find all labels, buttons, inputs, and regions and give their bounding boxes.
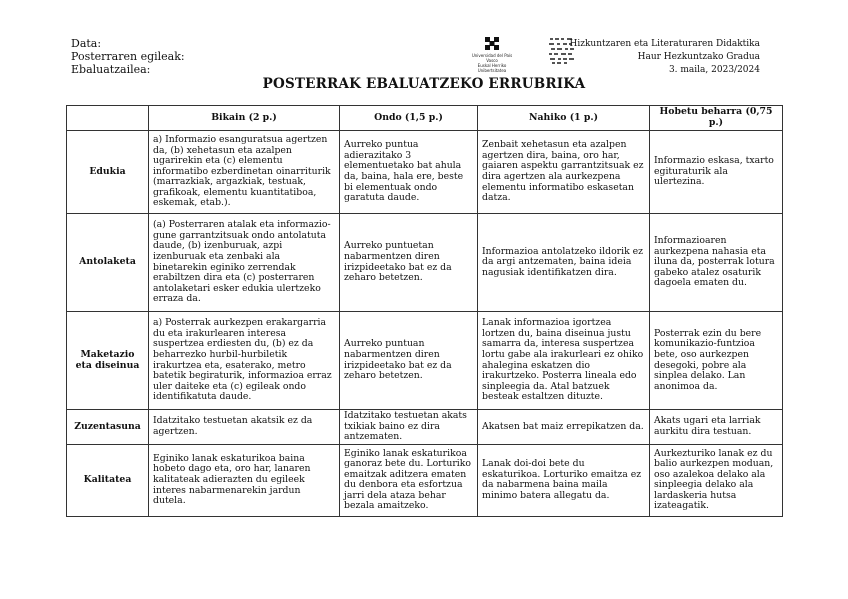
rubric-cell: Informazio eskasa, txarto egituraturik ala ulertezina. [650, 131, 783, 214]
rubric-cell: (a) Posterraren atalak eta informazio-gune garrantzitsuak ondo antolatuta daude, (b) izenburuak, azpi izenburuak eta zenbaki ala binetarekin eginiko zerrendak erabiltzen dira eta (c) posterraren antolaketari esker edukia ulertzeko erraza da. [149, 214, 340, 312]
column-header-ondo: Ondo (1,5 p.) [340, 106, 478, 131]
date-label: Data: [71, 37, 102, 50]
column-header-bikain: Bikain (2 p.) [149, 106, 340, 131]
ehu-caption-line: Euskal Herriko Unibertsitatea [477, 63, 507, 73]
evaluator-label: Ebaluatzailea: [71, 63, 151, 76]
rubric-cell: Aurreko puntuan nabarmentzen diren irizpideetako bat ez da zeharo betetzen. [340, 312, 478, 410]
rubric-cell: Akats ugari eta larriak aurkitu dira testuan. [650, 410, 783, 445]
rubric-cell: a) Posterrak aurkezpen erakargarria du eta irakurlearen interesa suspertzea erdiesten du, (b) ez da beharrezko hurbil-hurbiletik irakurtzea eta, esaterako, metro batetik begiraturik, informazioa erraz uler daiteke eta (c) egileak ondo identifikatuta daude. [149, 312, 340, 410]
criterion-cell: Zuzentasuna [67, 410, 149, 445]
table-row [67, 131, 783, 214]
rubric-cell: Idatzitako testuetan akats txikiak baino ez dira antzematen. [340, 410, 478, 445]
rubric-cell: Idatzitako testuetan akatsik ez da agertzen. [149, 410, 340, 445]
rubric-cell: Aurreko puntuetan nabarmentzen diren irizpideetako bat ez da zeharo betetzen. [340, 214, 478, 312]
academic-year: 3. maila, 2023/2024 [668, 65, 760, 75]
table-row [67, 410, 783, 445]
table-header-row [67, 106, 783, 131]
department: Hizkuntzaren eta Literaturaren Didaktika [569, 39, 760, 49]
table-row [67, 444, 783, 516]
rubric-cell: Aurreko puntua adierazitako 3 elementuetako bat ahula da, baina, hala ere, beste bi elementuak ondo garatuta daude. [340, 131, 478, 214]
rubric-cell: Posterrak ezin du bere komunikazio-funtzioa bete, oso aurkezpen desegoki, pobre ala sinplea delako. Lan anonimoa da. [650, 312, 783, 410]
rubric-cell: Informazioaren aurkezpena nahasia eta iluna da, posterrak lotura gabeko atalez osaturik dagoela ematen du. [650, 214, 783, 312]
ehu-caption [468, 53, 516, 73]
ehu-shield-icon [484, 36, 500, 51]
rubric-cell: Eginiko lanak eskaturikoa baina hobeto dago eta, oro har, lanaren kalitateak adierazten du egileek interes nabarmenarekin jardun dutela. [149, 444, 340, 516]
ehu-logo [468, 36, 516, 73]
rubric-cell: Aurkezturiko lanak ez du balio aurkezpen moduan, oso azalekoa delako ala sinpleegia delako ala lardaskeria hutsa izateagatik. [650, 444, 783, 516]
column-header-criterion [67, 106, 149, 131]
rubric-cell: Zenbait xehetasun eta azalpen agertzen dira, baina, oro har, gaiaren aspektu garrantzitsuak ez dira agertzen ala aurkezpena elementu informatibo eskasetan datza. [478, 131, 650, 214]
table-row [67, 214, 783, 312]
column-header-nahiko: Nahiko (1 p.) [478, 106, 650, 131]
degree: Haur Hezkuntzako Gradua [637, 52, 760, 62]
column-header-hobetu: Hobetu beharra (0,75 p.) [650, 106, 783, 131]
rubric-cell: Informazioa antolatzeko ildorik ez da argi antzematen, baina ideia nagusiak identifikatzen dira. [478, 214, 650, 312]
table-row [67, 312, 783, 410]
institution-info [569, 38, 760, 77]
criterion-cell: Edukia [67, 131, 149, 214]
criterion-cell: Maketazio eta diseinua [67, 312, 149, 410]
rubric-cell: a) Informazio esanguratsua agertzen da, (b) xehetasun eta azalpen ugarirekin eta (c) elementu informatibo ezberdinetan oinarriturik (marrazkiak, argazkiak, testuak, grafikoak, elementu kuantitatiboa, eskemak, etab.). [149, 131, 340, 214]
rubric-cell: Akatsen bat maiz errepikatzen da. [478, 410, 650, 445]
rubric-cell: Lanak informazioa igortzea lortzen du, baina diseinua justu samarra da, interesa suspertzea lortu gabe ala irakurleari ez ohiko ahalegina eskatzen dio irakurtzeko. Posterra lineala edo sinpleegia da. Atal batzuek besteak estaltzen dituzte. [478, 312, 650, 410]
criterion-cell: Antolaketa [67, 214, 149, 312]
rubric-table [66, 105, 783, 517]
poster-makers-label: Posterraren egileak: [71, 50, 185, 63]
logos [468, 36, 578, 73]
criterion-cell: Kalitatea [67, 444, 149, 516]
page-title: POSTERRAK EBALUATZEKO ERRUBRIKA [262, 76, 586, 92]
rubric-cell: Eginiko lanak eskaturikoa ganoraz bete du. Lorturiko emaitzak aditzera ematen du denbora eta esfortzua jarri dela ataza behar bezala amaitzeko. [340, 444, 478, 516]
ehu-caption-line: Universidad del País Vasco [471, 53, 513, 63]
rubric-cell: Lanak doi-doi bete du eskaturikoa. Lorturiko emaitza ez da nabarmena baina maila minimo batera allegatu da. [478, 444, 650, 516]
header-fields [71, 37, 185, 76]
